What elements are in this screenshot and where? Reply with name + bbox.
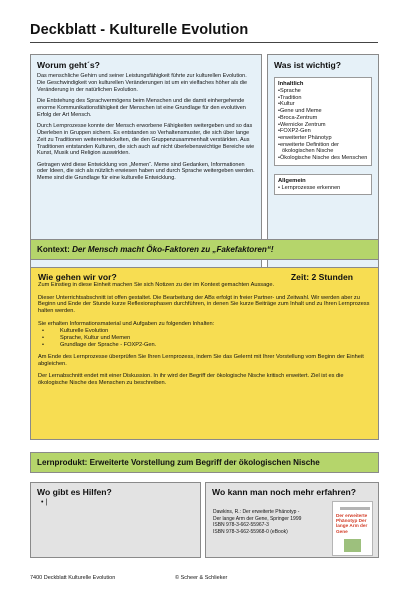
mehr-box (205, 482, 379, 558)
list-item: •Tradition (278, 94, 302, 101)
reference-line: Der lange Arm der Gene, Springer 1999 (213, 515, 302, 522)
mehr-heading: Wo kann man noch mehr erfahren? (212, 487, 357, 497)
list-item: • Sprache, Kultur und Memen (38, 335, 371, 342)
list-item: •Wernicke Zentrum (278, 121, 326, 128)
allgemein-heading: Allgemein (278, 177, 306, 184)
vorgehen-paragraph: Am Ende des Lernprozesse überprüfen Sie Ihren Lernprozess, indem Sie das Gelernt mit Ihrer Vorstellung vom Beginn der Einheit abgleichen. (38, 354, 364, 367)
book-cover-image (332, 501, 373, 556)
worum-paragraph: Durch Lernprozesse konnte der Mensch erworbene Fähigkeiten weitergeben und so das Überleben in Gruppen sichern. Es entstanden so Verhaltensmuster, die sich über lange Zeit zu Traditionen weiterentwickelten, die den Gruppenzusammenhalt verstärkten. Aus Traditionen entstanden Kulturen, die sich auch auf nicht überlebenswichtige Bereiche wie Kunst, Musik und Religion auswirkten. (37, 122, 255, 157)
list-item: • Lernprozesse erkennen (278, 184, 341, 191)
hilfen-bullet: • | (41, 499, 48, 506)
lernprodukt-text: Lernprodukt: Erweiterte Vorstellung zum Begriff der ökologischen Nische (37, 458, 320, 467)
worum-heading: Worum geht´s? (37, 60, 100, 70)
vorgehen-box (30, 267, 379, 440)
book-cover-author-band (340, 507, 370, 510)
time-label: Zeit: 2 Stunden (290, 272, 353, 282)
reference-line: ISBN 978-3-662-55967-3 (213, 522, 269, 528)
list-item: •Kultur (278, 101, 295, 108)
wichtig-heading: Was ist wichtig? (274, 60, 342, 70)
bullet: • (42, 341, 44, 348)
book-reference (213, 509, 301, 535)
list-item: •erweiterter Phänotyp (278, 134, 332, 141)
list-item: •Broca-Zentrum (278, 114, 318, 121)
vorgehen-heading: Wie gehen wir vor? (38, 272, 117, 282)
vorgehen-paragraph: Sie erhalten Informationsmaterial und Aufgaben zu folgenden Inhalten: (38, 320, 215, 327)
hilfen-heading: Wo gibt es Hilfen? (37, 487, 112, 497)
page-title: Deckblatt - Kulturelle Evolution (30, 22, 249, 38)
kontext-label: Kontext: (37, 245, 70, 254)
inhaltlich-heading: Inhaltlich (278, 81, 304, 87)
worum-paragraph: Getragen wird diese Entwicklung von „Memen“. Meme sind Gedanken, Informationen oder Ideen, die sich als nützlich erwiesen haben und durch Sprache weitergeben werden. Meme sind die Grundlage für eine kulturelle Entwicklung. (37, 161, 255, 182)
worum-paragraph: Die Entstehung des Sprachvermögens beim Menschen und die damit einhergehende enorme Kommunikationsfähigkeit der Menschen ist eine Grundlage für den evolutiven Erfolg der Art Mensch. (37, 97, 246, 118)
reference-line: ISBN 978-3-662-55968-0 (eBook) (213, 528, 288, 535)
worum-box (30, 54, 262, 270)
kontext-text: Der Mensch macht Öko-Faktoren zu „Fakefaktoren“! (72, 245, 274, 254)
kontext-box (30, 239, 379, 260)
reference-line: Dawkins, R.: Der erweiterte Phänotyp - (213, 509, 300, 515)
kontext-line (37, 245, 372, 254)
allgemein-panel (274, 174, 372, 196)
worum-paragraph: Das menschliche Gehirn und seiner Leistungsfähigkeit führte zur kulturellen Evolution. Die Geschwindigkeit von kulturellen Veränderungen ist um ein vielfaches höher als die Veränderung in der natürlichen Evolution. (37, 73, 248, 93)
footer-left: 7400 Deckblatt Kulturelle Evolution (30, 575, 116, 581)
lernprodukt-box (30, 452, 379, 473)
vorgehen-intro: Zum Einstieg in diese Einheit machen Sie sich Notizen zu der im Kontext gemachten Aussage. (38, 282, 275, 288)
bullet: • (42, 334, 44, 341)
wichtig-box (267, 54, 379, 270)
list-item: •Gene und Meme (278, 108, 322, 115)
list-item: •FOXP2-Gen (278, 128, 311, 135)
content-list (38, 328, 371, 349)
book-cover-title: Der erweiterte Phänotyp Der lange Arm der Gene (336, 513, 368, 534)
vorgehen-paragraph: Der Lernabschnitt endet mit einer Diskussion. In ihr wird der Begriff der ökologische Nische kritisch erweitert. Ziel ist es die ökologische Nische des Menschen zu beschreiben. (38, 373, 344, 387)
list-item: • Grundlage der Sprache - FOXP2-Gen. (38, 342, 371, 349)
list-item: •Ökologische Nische des Menschen (278, 155, 368, 162)
list-item: • Kulturelle Evolution (38, 328, 371, 335)
footer-copyright: © Scheer & Schlieker (175, 575, 228, 581)
list-item: •Sprache (278, 88, 301, 94)
inhaltlich-panel (274, 77, 372, 166)
bullet: • (42, 327, 44, 334)
book-cover-illustration (344, 539, 361, 552)
list-item: •erweiterte Definition der ökologischen Nische (278, 141, 340, 155)
hilfen-box (30, 482, 201, 558)
title-divider (30, 42, 378, 43)
vorgehen-paragraph: Dieser Unterrichtsabschnitt ist offen gestaltet. Die Bearbeitung der ABs erfolgt in freier Partner- und Zeitwahl. Wir werden aber zu Beginn und Ende der Stunde kurze Reflexionsphasen durchführen, in denen Sie kurze Beiträge zum Inhalt und zu Ihren Lernprozess halten werden. (38, 294, 370, 315)
